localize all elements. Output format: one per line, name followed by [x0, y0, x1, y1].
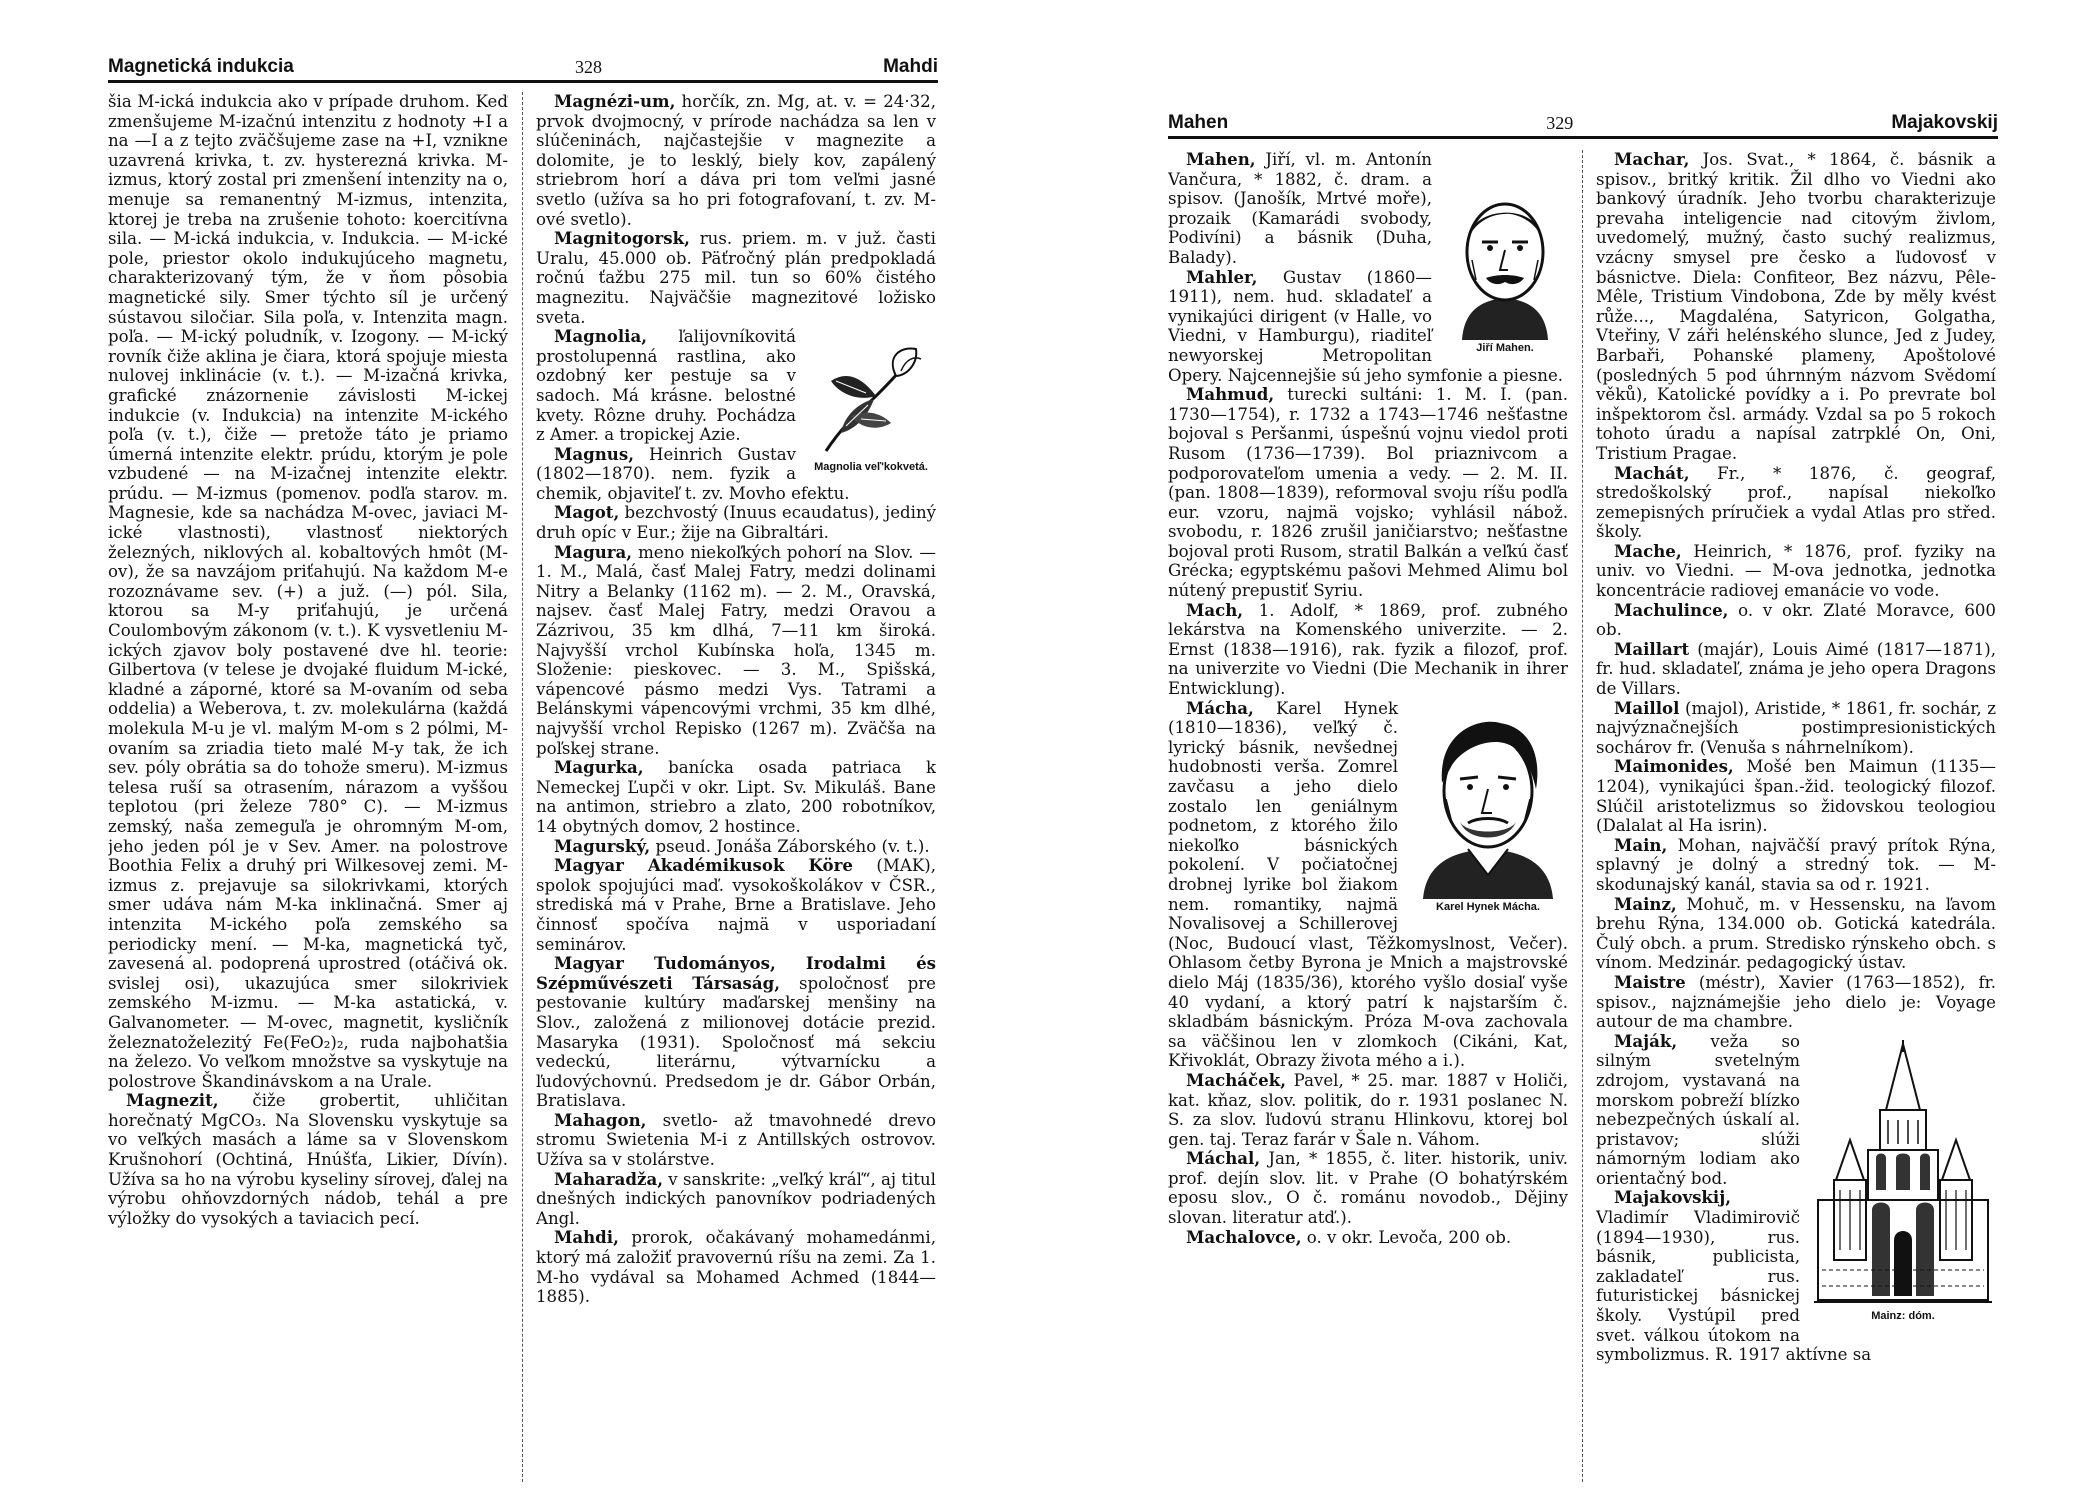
dictionary-entry	[1596, 640, 1996, 699]
left-column-2	[536, 92, 936, 1482]
right-header-keyword-end: Majakovskij	[1891, 112, 1998, 133]
entry-body: Pavel, * 25. mar. 1887 v Holiči, kat. kňaz, slov. politik, do r. 1931 poslanec N. S. za slov. ľudovú stranu Hlinkovu, ktorej bol gen. taj. Teraz farár v Šale n. Váhom.	[1168, 1070, 1568, 1149]
entry-body: Jan, * 1855, č. liter. historik, univ. prof. dejín slov. lit. v Prahe (O bohatýrském eposu slov., O č. románu novodob., Dějiny slovan. literatur atď.).	[1168, 1149, 1568, 1228]
dictionary-entry	[1168, 1071, 1568, 1149]
entry-headword: Magnolia,	[554, 326, 647, 347]
dictionary-entry	[1596, 836, 1996, 895]
entry-body: (majol), Aristide, * 1861, fr. sochár, z najvýznačnejších postimpresionistických sochárov fr. (Venuša s náhrnelníkom).	[1596, 698, 1996, 757]
dictionary-entry	[1596, 542, 1996, 601]
right-header-keyword-start: Mahen	[1168, 112, 1229, 133]
entry-body: (MAK), spolok spojujúci maď. vysokoškolákov v ČSR., strediská má v Prahe, Brne a Bratislave. Jeho činnosť spočíva najmä v usporiadaní seminárov.	[536, 856, 936, 954]
entry-headword: Machalovce,	[1186, 1226, 1302, 1247]
entry-body: Mošé ben Maimun (1135—1204), vynikajúci špan.-žid. teologický filozof. Slúčil aristotelizmus so židovskou teologiou (Dalalat al Ha isrin).	[1596, 757, 1996, 836]
entry-headword: Magot,	[554, 502, 620, 523]
dictionary-entry	[1596, 895, 1996, 973]
entry-headword: Machar,	[1614, 150, 1690, 169]
dictionary-entry	[1596, 464, 1996, 542]
left-page-number: 328	[574, 57, 602, 77]
entry-headword: Maillol	[1614, 697, 1680, 718]
entry-headword: Mahler,	[1186, 266, 1258, 287]
dictionary-entry	[536, 1111, 936, 1170]
entry-body: prorok, očakávaný mohamedánmi, ktorý má založiť pravovernú ríšu na zemi. Za 1. M-ho vydával sa Mohamed Achmed (1844—1885).	[536, 1228, 936, 1307]
left-page	[108, 0, 938, 1500]
left-col2-entries-a	[536, 92, 936, 327]
dictionary-entry	[1168, 1149, 1568, 1227]
dictionary-entry	[1596, 699, 1996, 758]
dictionary-entry	[108, 92, 508, 1091]
entry-body: pseud. Jonáša Záborského (v. t.).	[650, 836, 930, 856]
dictionary-entry	[108, 1091, 508, 1228]
entry-body: horčík, zn. Mg, at. v. = 24·32, prvok dvojmocný, v prírode nachádza sa len v slúčeninách, najčastejšie v magnezite a dolomite, je to lesklý, biely kov, zapálený striebrom horí a dáva pri tom veľmi jasné svetlo (užíva sa ho pri fotografovaní, t. zv. M-ové svetlo).	[536, 92, 936, 229]
entry-body: Heinrich, * 1876, prof. fyziky na univ. vo Viedni. — M-ova jednotka, jednotka koncentrácie radiovej emanácie vo vode.	[1596, 541, 1996, 601]
entry-headword: Mache,	[1614, 540, 1682, 561]
magnolia-figure	[806, 341, 936, 473]
dictionary-entry	[536, 503, 936, 542]
entry-body: Heinrich Gustav (1802—1870). nem. fyzik a chemik, objaviteľ t. zv. Movho efektu.	[536, 444, 850, 503]
entry-headword: Magnus,	[554, 443, 634, 464]
macha-portrait-figure	[1408, 703, 1568, 913]
dictionary-entry	[536, 1228, 936, 1306]
entry-headword: Majakovskij,	[1614, 1187, 1732, 1208]
entry-body: rus. priem. m. v juž. časti Uralu, 45.000 ob. Päťročný plán predpokladá ročnú ťažbu 275 mil. tun so 60% čistého magnezitu. Najväčšie magnezitové ložisko sveta.	[536, 229, 936, 327]
entry-headword: Magyar Tudományos, Irodalmi és Szépművészeti Társaság,	[536, 953, 936, 993]
mainz-caption: Mainz: dóm.	[1871, 1309, 1935, 1322]
entry-body: Karel Hynek (1810—1836), veľký č. lyrický básnik, nevšednej hudobnosti verša. Zomrel zavčasu a jeho dielo zostalo len geniálnym podnetom, z ktorého žilo niekoľko básnických pokolení. V počiatočnej drobnej lyrike bol žiakom nem. romantiky, najmä Novalisovej a Schillerovej (Noc, Budoucí vlast, Těžkomyslnost, Večer). Ohlasom četby Byrona je Mnich a majstrovské dielo Máj (1835/36), ktorého vyšlo dosiaľ vyše 40 vydaní, a ktorý patrí k najstarším č. skladbám básnickým. Próza M-ova zachovala sa väčšinou len v zlomkoch (Cikáni, Kat, Křivoklát, Obrazy života mého a i.).	[1168, 698, 1568, 1071]
entry-body: Mohuč, m. v Hessensku, na ľavom brehu Rýna, 134.000 ob. Gotická katedrála. Čulý obch. a prum. Stredisko rýnskeho obch. s vínom. Medzinár. pedagogický ústav.	[1596, 894, 1996, 973]
magnolia-illustration	[806, 341, 936, 459]
entry-headword: Magurský,	[554, 835, 651, 856]
left-column-1	[108, 92, 508, 1482]
dictionary-entry	[536, 543, 936, 759]
left-header-keyword-end: Mahdi	[883, 56, 938, 77]
entry-headword: Mácha,	[1186, 697, 1254, 718]
entry-body: (majár), Louis Aimé (1817—1871), fr. hud. skladateľ, známa je jeho opera Dragons de Villars.	[1596, 639, 1996, 699]
entry-headword: Magnitogorsk,	[554, 228, 690, 249]
entry-headword: Magyar Akadémikusok Köre	[554, 855, 853, 876]
entry-headword: Maimonides,	[1614, 756, 1734, 777]
entry-body: v sanskrite: „veľký kráľ“, aj titul dnešných indických panovníkov podriadených Angl.	[536, 1169, 936, 1228]
entry-headword: Mahen,	[1186, 150, 1256, 169]
entry-body: 1. Adolf, * 1869, prof. zubného lekárstva na Komenského univerzite. — 2. Ernst (1838—1916), rak. fyzik a filozof, prof. na univerzite vo Viedni (Die Mechanik in ihrer Entwicklung).	[1168, 600, 1568, 699]
mahen-portrait	[1442, 190, 1568, 340]
entry-headword: Magnézi-um,	[554, 92, 676, 111]
entry-headword: Mahmud,	[1186, 384, 1275, 405]
entry-headword: Mainz,	[1614, 893, 1677, 914]
entry-body: (méstr), Xavier (1763—1852), fr. spisov., najznámejšie jeho dielo je: Voyage autour de ma chambre.	[1596, 972, 1996, 1032]
dictionary-entry	[536, 92, 936, 229]
entry-body: šia M-ická indukcia ako v prípade druhom. Keď zmenšujeme M-izačnú intenzitu z hodnoty +I a na —I a z tejto zväčšujeme zase na +I, vznikne uzavrená krivka, t. zv. hysterezná krivka. M-izmus, ktorý zostal pri zmenšení intenzity na o, menuje sa remanentný M-izmus, intenzita, ktorej je treba na zrušenie tohoto: koercitívna sila. — M-ická indukcia, v. Indukcia. — M-ické pole, priestor okolo indukujúceho magnetu, charakterizovaný tým, že v ňom pôsobia magnetické sily. Smer týchto síl je určený sústavou siločiar. Sila poľa, v. Intenzita magn. poľa. — M-ický poludník, v. Izogony. — M-ický rovník čiže aklina je čiara, ktorá spojuje miesta nulovej inklinácie (v. t.). — M-izačná krivka, grafické znázornenie závislosti M-ickej indukcie (v. Indukcia) na intenzite M-ického poľa (v. t.), čiže — pretože táto je priamo úmerná intenzite elektr. prúdu, ktorým je pole vzbudené — na M-izačnej intenzite elektr. prúdu. — M-izmus (pomenov. podľa starov. m. Magnesie, kde sa nachádza M-ovec, javiaci M-ické vlastnosti), vlastnosť niektorých železných, niklových al. kobaltových hmôt (M-ov), že sa navzájom priťahujú. Na každom M-e rozoznávame sev. (+) a juž. (—) pól. Sila, ktorou sa M-y priťahujú, je určená Coulombovým zákonom (v. t.). K vysvetleniu M-ických zjavov boly postavené dve hl. teorie: Gilbertova (v telese je dvojaké fluidum M-ické, kladné a záporné, ktoré sa M-ovaním od seba oddelia) a Weberova, t. zv. molekulárna (každá molekula M-u je vl. malým M-om s 2 pólmi, M-ovaním sa zriadia tieto malé M-y tak, že ich sev. póly obrátia sa do tohože smeru). M-izmus telesa ruší sa otrasením, nárazom a vyššou teplotou (pri železe 780° C). — M-izmus zemský, naša zemeguľa je ohromným M-om, jeho jeden pól je v Sev. Amer. na polostrove Boothia Felix a druhý pri Wilkesovej zemi. M-izmus z. prejavuje sa silokrivkami, ktorých smer udáva nám M-ka inklinačná. Smer aj intenzita M-ického poľa zemského sa periodicky mení. — M-ka, magnetická tyč, zavesená al. podoprená uprostred (otáčivá ok. svislej osi), ukazujúca smer silokriviek zemského M-izmu. — M-ka astatická, v. Galvanometer. — M-ovec, magnetit, kysličník železnatoželezitý Fe(FeO₂)₂, ruda najbohatšia na železo. Vo veľkom množstve sa vyskytuje na polostrove Škandinávskom a na Urale.	[108, 92, 508, 1091]
left-page-header	[108, 52, 938, 83]
entry-headword: Machulince,	[1614, 599, 1729, 620]
left-col1-entries	[108, 92, 508, 1228]
entry-body: turecki sultáni: 1. M. I. (pan. 1730—1754), r. 1732 a 1743—1746 nešťastne bojoval s Peršanmi, úspešnú vojnu viedol proti Rusom (1736—1739). Bol priaznivcom a podporovateľom umenia a vedy. — 2. M. II. (pan. 1808—1839), reformoval svoju ríšu podľa eur. vzoru, najmä vojsko; vyhlásil nábož. svobodu, r. 1826 zrušil janičiarstvo; nešťastne bojoval proti Rusom, stratil Balkán a veľkú časť Grécka; egyptskému pašovi Mehmed Alimu bol nútený prepustiť Syriu.	[1168, 385, 1568, 601]
dictionary-entry	[536, 837, 936, 857]
dictionary-entry	[1596, 601, 1996, 640]
entry-body: Gustav (1860—1911), nem. hud. skladateľ a vynikajúci dirigent (v Halle, vo Viedni, v Hamburgu), riaditeľ newyorskej Metropolitan Opery. Najcennejšie sú jeho symfonie a piesne.	[1168, 267, 1564, 385]
entry-headword: Maistre	[1614, 971, 1686, 992]
mahen-portrait-figure	[1442, 190, 1568, 354]
mainz-cathedral-illustration	[1810, 1040, 1996, 1308]
dictionary-entry	[1168, 385, 1568, 601]
entry-headword: Machát,	[1614, 462, 1690, 483]
right-column-1	[1168, 150, 1568, 1482]
entry-body: Fr., * 1876, č. geograf, stredoškolský prof., napísal niekoľko zemepisných príručiek a vydal Atlas pro střed. školy.	[1596, 463, 1996, 542]
dictionary-entry	[536, 229, 936, 327]
entry-headword: Máchal,	[1186, 1148, 1261, 1169]
entry-body: spoločnosť pre pestovanie kultúry maďarskej menšiny na Slov., založená z milionovej dotácie prezid. Masaryka (1931). Spoločnosť má sekciu vedeckú, literárnu, výtvarnícku a ľudovýchovnú. Predsedom je dr. Gábor Orbán, Bratislava.	[536, 973, 936, 1111]
entry-body: bezchvostý (Inuus ecaudatus), jediný druh opíc v Eur.; žije na Gibraltári.	[536, 503, 936, 543]
entry-body: Vladimír Vladimirovič (1894—1930), rus. básnik, publicista, zakladateľ rus. futuristickej básnickej školy. Vystúpil pred svet. válkou útokom na symbolizmus. R. 1917 aktívne sa	[1596, 1208, 1872, 1365]
mainz-cathedral-figure	[1810, 1040, 1996, 1322]
dictionary-entry	[536, 758, 936, 836]
dictionary-entry	[1168, 1228, 1568, 1248]
macha-portrait	[1408, 703, 1568, 899]
entry-headword: Magura,	[554, 541, 633, 562]
macha-caption: Karel Hynek Mácha.	[1436, 900, 1540, 913]
entry-body: Mohan, najväčší pravý prítok Rýna, splavný je dolný a stredný tok. — M-skodunajský kanál, stavia sa od r. 1921.	[1596, 835, 1996, 894]
entry-headword: Magurka,	[554, 757, 644, 778]
entry-headword: Main,	[1614, 834, 1668, 855]
dictionary-entry	[1596, 757, 1996, 835]
dictionary-entry	[1596, 973, 1996, 1032]
mahen-caption: Jiří Mahen.	[1476, 342, 1534, 354]
entry-body: o. v okr. Levoča, 200 ob.	[1301, 1227, 1512, 1247]
dictionary-entry	[1596, 150, 1996, 464]
right-column-2	[1596, 150, 1996, 1482]
entry-body: svetlo- až tmavohnedé drevo stromu Swietenia M-i z Antillských ostrovov. Užíva sa v stolárstve.	[536, 1110, 936, 1170]
entry-headword: Macháček,	[1186, 1069, 1286, 1090]
entry-body: banícka osada patriaca k Nemeckej Ľupči v okr. Lipt. Sv. Mikuláš. Bane na antimon, striebro a zlato, 200 robotníkov, 14 obytných domov, 2 hostince.	[536, 758, 936, 836]
dictionary-entry	[1168, 601, 1568, 699]
entry-headword: Magnezit,	[126, 1090, 219, 1111]
entry-body: Jiří, vl. m. Antonín Vančura, * 1882, č. dram. a spisov. (Janošík, Mrtvé moře), prozaik (Kamarádi svobody, Podivíni) a básnik (Duha, Balady).	[1168, 150, 1432, 267]
entry-body: ľalijovníkovitá prostolupenná rastlina, ako ozdobný ker pestuje sa v sadoch. Má krásne. belostné kvety. Rôzne druhy. Pochádza z Amer. a tropickej Azie.	[536, 327, 796, 445]
entry-body: meno niekoľkých pohorí na Slov. — 1. M., Malá, časť Malej Fatry, medzi dolinami Nitry a Belanky (1162 m). — 2. M., Oravská, najsev. časť Malej Fatry, medzi Oravou a Zázrivou, 35 km dlhá, 7—11 km široká. Najvyšší vrchol Kubínska hoľa, 1345 m. Složenie: pieskovec. — 3. M., Spišská, vápencové pásmo medzi Vys. Tatrami a Belánskymi vápencovými vrchmi, 35 km dlhé, najvyšší vrchol Repisko (1267 m). Zväčša na poľskej strane.	[536, 542, 936, 758]
entry-headword: Maharadža,	[554, 1168, 663, 1189]
entry-headword: Mach,	[1186, 599, 1244, 620]
right-page	[1168, 0, 1998, 1500]
magnolia-caption: Magnolia veľ'kokvetá.	[814, 461, 928, 474]
entry-headword: Mahagon,	[554, 1109, 647, 1130]
entry-body: Jos. Svat., * 1864, č. básnik a spisov., britký kritik. Žil dlho vo Viedni ako bankový úradník. Jeho tvorbu charakterizuje prevaha inteligencie nad citovým živlom, uvedomelý, mužný, často suchý realizmus, vzácny smysel pre česko a ľudovosť v básnictve. Diela: Confiteor, Bez názvu, Pêle-Mêle, Tristium Vindobona, Zde by měly kvést růže..., Magdaléna, Satyricon, Golgatha, Vteřiny, V záři helénského slunce, Jed z Judey, Barbaři, Pohanské plameny, Apoštolové (posledných 5 pod úhrnným názvom Svědomí věků), Katolické povídky a i. Po prevrate bol inšpektorom čsl. armády. Vzdal sa po 5 rokoch tohoto úradu a napísal zatrpklé On, Oni, Tristium Pragae.	[1596, 150, 1996, 463]
entry-headword: Maják,	[1614, 1030, 1678, 1051]
left-col2-entries-b	[536, 327, 936, 1307]
entry-body: o. v okr. Zlaté Moravce, 600 ob.	[1596, 600, 1996, 640]
left-column-divider	[522, 92, 523, 1482]
dictionary-entry	[536, 1170, 936, 1229]
entry-body: veža so silným svetelným zdrojom, vystavaná na morskom pobreží blízko nebezpečných úskalí al. pristavov; slúži námorným lodiam ako orientačný bod.	[1596, 1031, 1800, 1188]
right-column-divider	[1582, 150, 1583, 1482]
dictionary-entry	[536, 856, 936, 954]
entry-body: čiže grobertit, uhličitan horečnatý MgCO₃. Na Slovensku vyskytuje sa vo veľkých masách a láme sa v Slovenskom Krušnohorí (Ochtiná, Hnúšťa, Likier, Dívín). Užíva sa ho na výrobu kyseliny sírovej, ďalej na výrobu ohňovzdorných nádob, tehál a pre výložky do vysokých a taviacich pecí.	[108, 1091, 508, 1228]
right-page-header	[1168, 108, 1998, 139]
right-col2-entries-a	[1596, 150, 1996, 1032]
right-page-number: 329	[1546, 113, 1574, 133]
entry-headword: Mahdi,	[554, 1227, 619, 1248]
left-header-keyword-start: Magnetická indukcia	[108, 56, 294, 77]
entry-headword: Maillart	[1614, 638, 1690, 659]
dictionary-entry	[536, 954, 936, 1111]
